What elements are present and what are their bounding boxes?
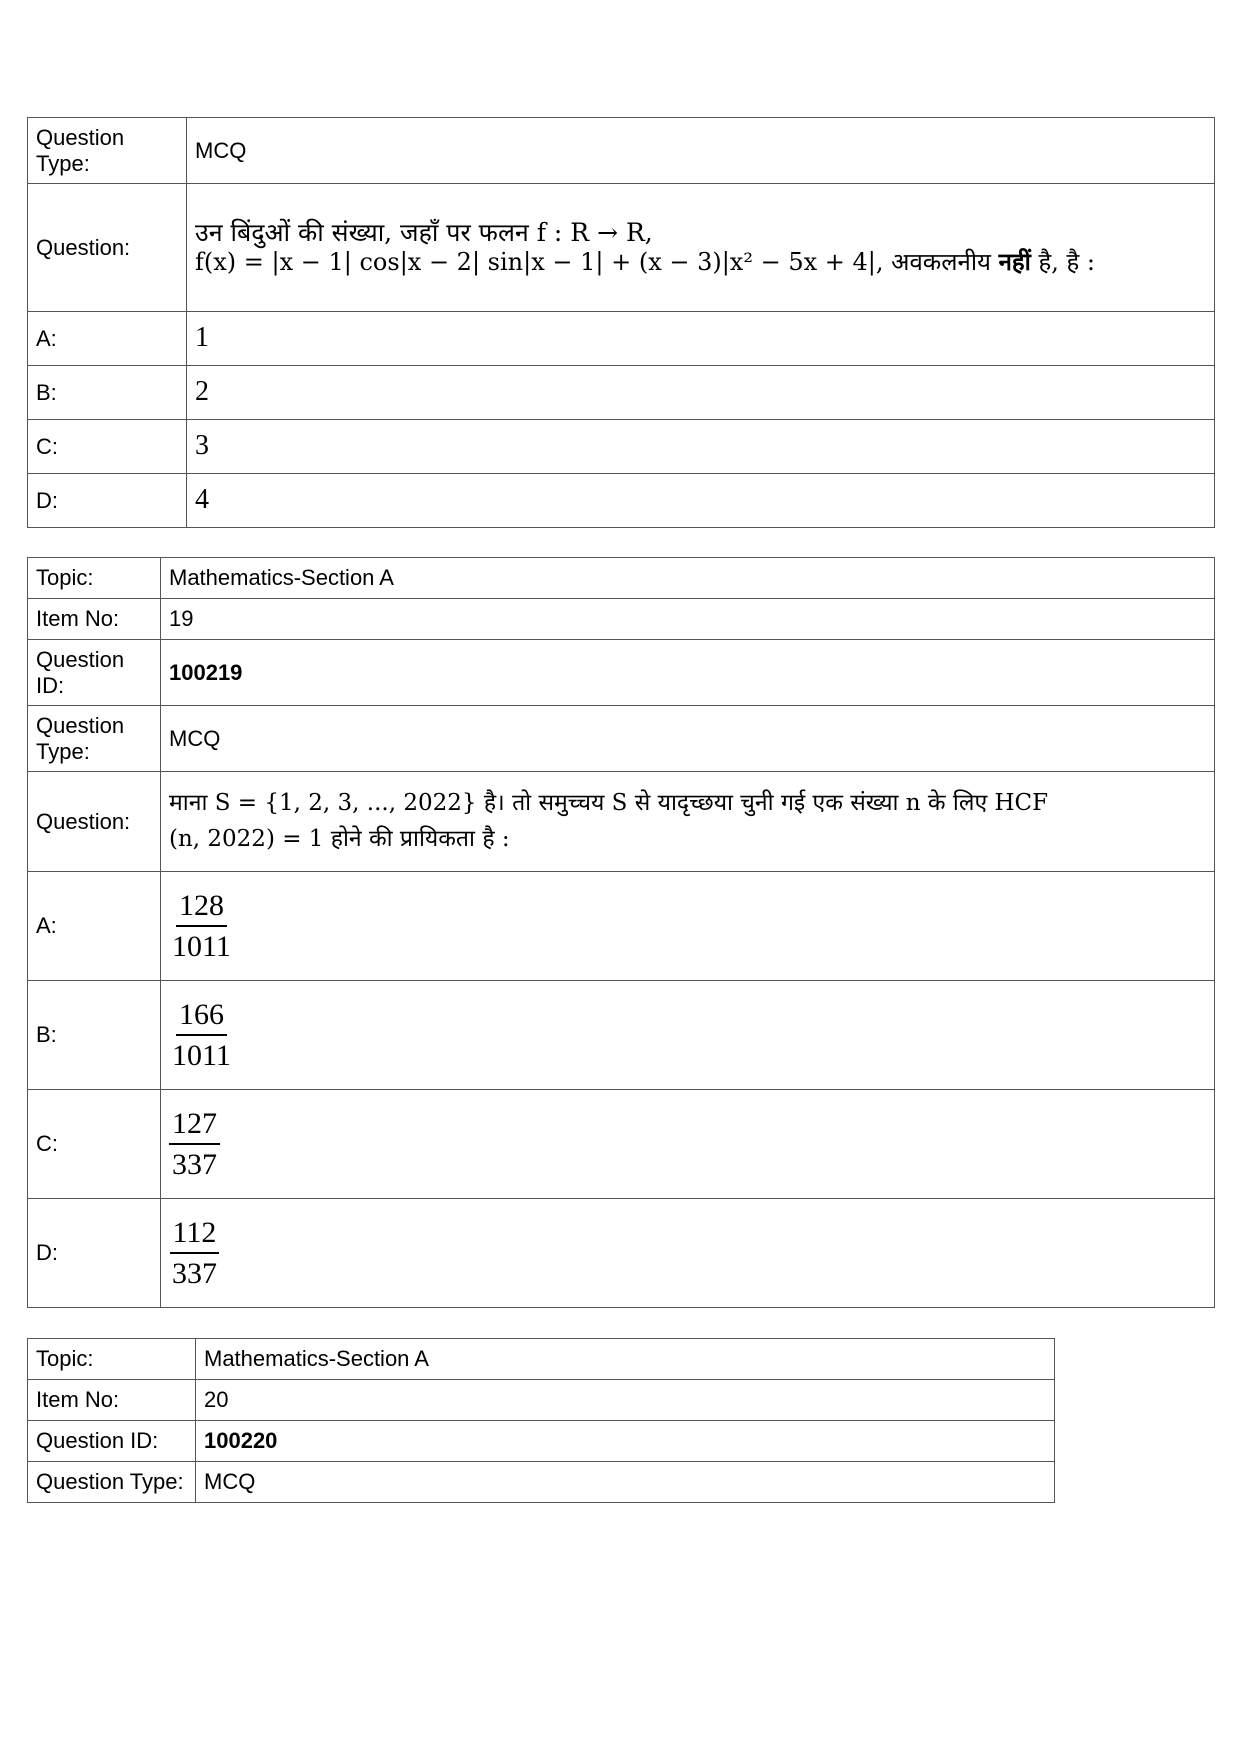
item-no-label: Item No:	[28, 1380, 196, 1421]
option-d-value	[161, 1199, 1215, 1308]
question-id-label: Question ID:	[28, 1421, 196, 1462]
question-text	[187, 184, 1215, 312]
question-type-label: Question Type:	[28, 118, 187, 184]
numerator: 127	[169, 1107, 220, 1145]
option-b-value	[161, 981, 1215, 1090]
option-b-label: B:	[28, 366, 187, 420]
question-table-3	[27, 1338, 1055, 1503]
option-d-label: D:	[28, 474, 187, 528]
option-a-label: A:	[28, 872, 161, 981]
question-type-label: Question Type:	[28, 706, 161, 772]
numerator: 166	[176, 998, 227, 1036]
question-id-value: 100219	[161, 640, 1215, 706]
option-c-label: C:	[28, 420, 187, 474]
option-b-value: 2	[187, 366, 1215, 420]
item-no-value: 19	[161, 599, 1215, 640]
denominator: 337	[172, 1257, 217, 1290]
question-table-1	[27, 117, 1215, 528]
item-no-label: Item No:	[28, 599, 161, 640]
question-line-1: उन बिंदुओं की संख्या, जहाँ पर फलन f : R → R,	[195, 217, 653, 247]
fraction	[169, 1107, 220, 1181]
question-line-2	[195, 248, 1206, 277]
question-type-label: Question Type:	[28, 1462, 196, 1503]
question-type-value: MCQ	[161, 706, 1215, 772]
question-line-2-bold: नहीं	[998, 246, 1031, 276]
option-b-label: B:	[28, 981, 161, 1090]
topic-value: Mathematics-Section A	[196, 1339, 1055, 1380]
question-id-value: 100220	[196, 1421, 1055, 1462]
topic-label: Topic:	[28, 1339, 196, 1380]
question-line-2: (n, 2022) = 1 होने की प्रायिकता है :	[169, 825, 510, 852]
option-c-value: 3	[187, 420, 1215, 474]
option-a-value	[161, 872, 1215, 981]
question-type-value: MCQ	[187, 118, 1215, 184]
option-c-label: C:	[28, 1090, 161, 1199]
question-label: Question:	[28, 184, 187, 312]
option-a-label: A:	[28, 312, 187, 366]
fraction	[169, 998, 234, 1072]
fraction	[169, 1216, 220, 1290]
question-table-2	[27, 557, 1215, 1308]
question-line-1: माना S = {1, 2, 3, ..., 2022} है। तो समुच्चय S से यादृच्छया चुनी गई एक संख्या n के लिए HCF	[169, 789, 1049, 816]
question-label: Question:	[28, 772, 161, 872]
denominator: 1011	[172, 1039, 231, 1072]
numerator: 128	[176, 889, 227, 927]
topic-label: Topic:	[28, 558, 161, 599]
option-d-label: D:	[28, 1199, 161, 1308]
numerator: 112	[170, 1216, 220, 1254]
option-a-value: 1	[187, 312, 1215, 366]
question-id-label: Question ID:	[28, 640, 161, 706]
question-line-2-part-a: f(x) = |x − 1| cos|x − 2| sin|x − 1| + (x − 3)|x² − 5x + 4|, अवकलनीय	[195, 247, 999, 276]
option-c-value	[161, 1090, 1215, 1199]
topic-value: Mathematics-Section A	[161, 558, 1215, 599]
denominator: 337	[172, 1148, 217, 1181]
item-no-value: 20	[196, 1380, 1055, 1421]
option-d-value: 4	[187, 474, 1215, 528]
fraction	[169, 889, 234, 963]
question-text	[161, 772, 1215, 872]
denominator: 1011	[172, 930, 231, 963]
question-line-2-part-b: है, है :	[1030, 247, 1095, 276]
question-type-value: MCQ	[196, 1462, 1055, 1503]
